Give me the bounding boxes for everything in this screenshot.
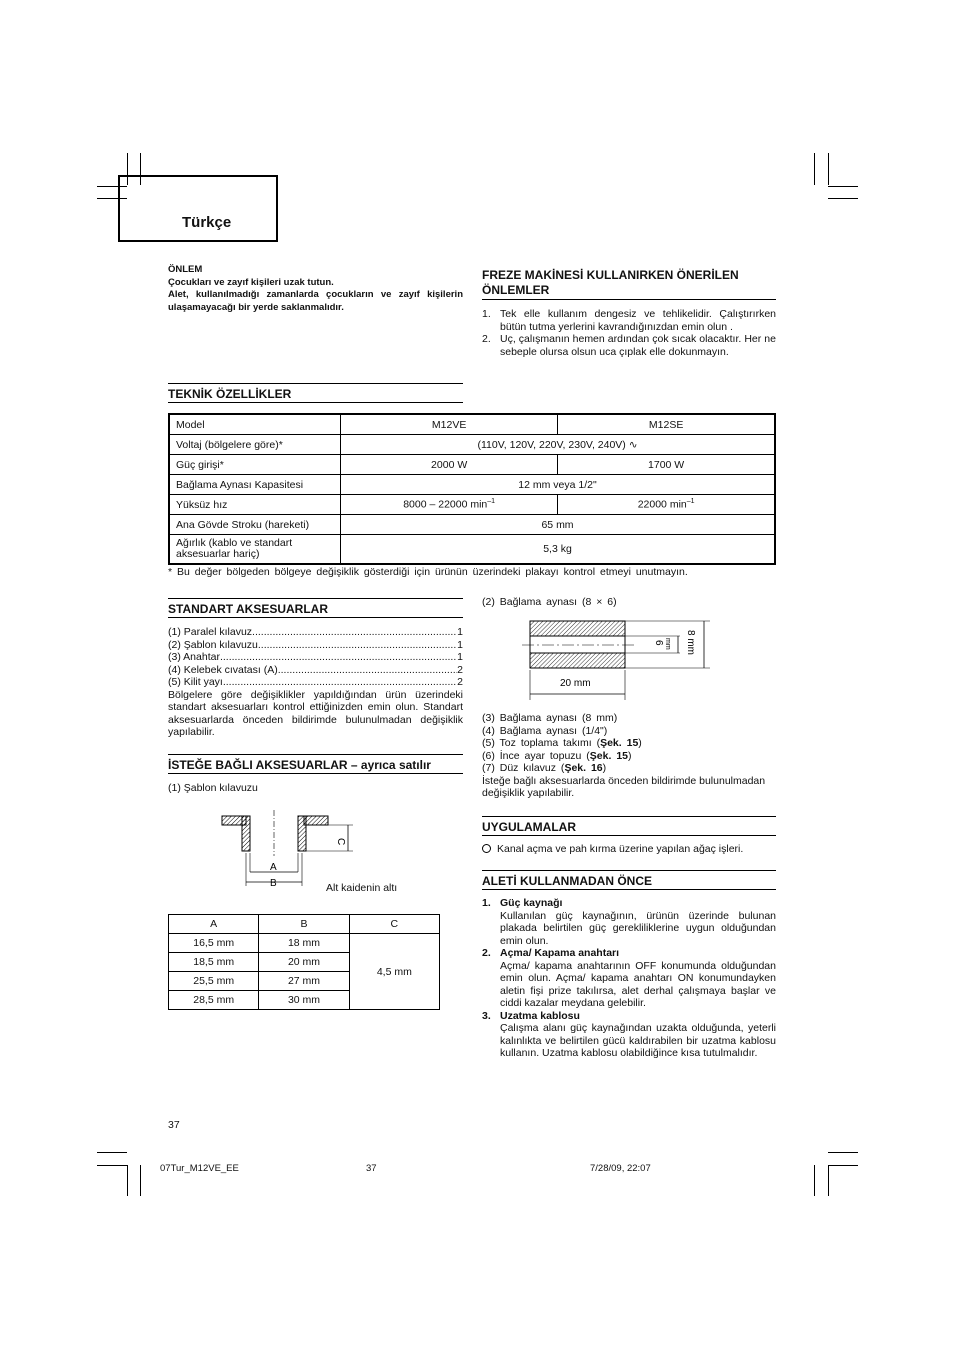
applications-heading: UYGULAMALAR	[482, 816, 776, 836]
optional-item	[482, 750, 776, 763]
optional-more-list	[482, 712, 776, 800]
crop-mark	[828, 1165, 858, 1166]
spec-row	[169, 475, 775, 495]
spec-row	[169, 535, 775, 565]
warning-line-1: Çocukları ve zayıf kişileri uzak tutun.	[168, 276, 334, 288]
figure-ref: Şek. 16	[564, 762, 603, 774]
item-text: Uç, çalışmanın hemen ardından çok sıcak olacaktır. Her ne sebeple olursa olsun uca çıplak elle dokunmayın.	[500, 333, 776, 358]
table-cell-c: 4,5 mm	[349, 934, 439, 1010]
item-qty: 1	[457, 626, 463, 638]
standard-list	[168, 626, 463, 739]
dim-label-b: B	[270, 878, 277, 889]
applications-text: Kanal açma ve pah kırma üzerine yapılan ağaç işleri.	[497, 843, 744, 855]
collet-figure-title: (2) Bağlama aynası (8 × 6)	[482, 596, 617, 608]
item-title: Açma/ Kapama anahtarı	[500, 947, 620, 959]
optional-item: (3) Bağlama aynası (8 mm)	[482, 712, 618, 724]
spec-label: Voltaj (bölgelere göre)*	[169, 435, 341, 455]
spec-value: 2000 W	[341, 455, 558, 475]
standard-item	[168, 651, 463, 664]
crop-mark	[97, 1152, 127, 1153]
spec-value: 12 mm veya 1/2"	[341, 475, 775, 495]
spec-value: 5,3 kg	[341, 535, 775, 565]
standard-heading: STANDART AKSESUARLAR	[168, 598, 463, 618]
spec-value: 65 mm	[341, 515, 775, 535]
item-number: 2.	[482, 947, 491, 959]
spec-value: M12SE	[558, 414, 775, 435]
item-text-end: )	[638, 737, 642, 749]
spec-label	[169, 535, 341, 565]
figure-ref: Şek. 15	[589, 749, 628, 762]
crop-mark	[814, 153, 815, 185]
optional-item	[482, 737, 776, 750]
dim-label-a: A	[270, 862, 277, 873]
spec-value	[558, 495, 775, 515]
freze-heading-line-1: FREZE MAKİNESİ KULLANIRKEN ÖNERİLEN	[482, 268, 739, 282]
item-label: (5) Kilit yayı	[168, 676, 223, 688]
template-guide-table	[168, 914, 440, 1010]
collet-figure	[520, 614, 730, 706]
freze-list	[482, 308, 776, 358]
language-box	[118, 175, 278, 242]
collet-dim-twenty: 20 mm	[560, 678, 591, 689]
table-header-row	[169, 915, 440, 934]
table-cell: 30 mm	[259, 991, 349, 1010]
item-number: 1.	[482, 308, 491, 320]
dim-label-c: C	[335, 838, 346, 846]
item-qty: 2	[457, 663, 463, 676]
optional-item-1: (1) Şablon kılavuzu	[168, 782, 258, 794]
spec-value: 1700 W	[558, 455, 775, 475]
spec-row	[169, 455, 775, 475]
item-number: 3.	[482, 1009, 491, 1022]
specs-note: * Bu değer bölgeden bölgeye değişiklik gösterdiği için ürünün üzerindeki plakayı kontrol etmeyi unutmayın.	[168, 566, 688, 578]
item-qty: 2	[457, 676, 463, 688]
spec-row	[169, 435, 775, 455]
standard-item	[168, 626, 463, 639]
item-title: Güç kaynağı	[500, 897, 563, 909]
table-cell: 16,5 mm	[169, 934, 259, 953]
spec-label-line: Ağırlık (kablo ve standart	[176, 537, 293, 549]
collet-dim-six: 6	[653, 640, 664, 646]
footer-date: 7/28/09, 22:07	[590, 1163, 651, 1174]
applications-item	[482, 843, 776, 856]
guide-wall-left	[242, 816, 250, 851]
table-cell: 27 mm	[259, 972, 349, 991]
collet-dim-eight: 8 mm	[685, 630, 696, 655]
before-use-item	[482, 1010, 776, 1060]
item-text: Tek elle kullanım dengesiz ve tehlikelidir. Çalıştırırken bütün tutma yerlerini kavrandığınızdan emin olun .	[500, 308, 776, 333]
item-title: Uzatma kablosu	[500, 1009, 580, 1022]
standard-item	[168, 676, 463, 689]
table-cell: 18,5 mm	[169, 953, 259, 972]
speed-unit-exponent: –1	[686, 498, 695, 506]
before-use-list	[482, 897, 776, 1060]
crop-mark	[127, 1165, 128, 1196]
freze-heading-line-2: ÖNLEMLER	[482, 283, 550, 297]
collet-wall-bottom	[530, 653, 625, 668]
optional-more-note: İsteğe bağlı aksesuarlarda önceden bildirimde bulunulmadan değişiklik yapılabilir.	[482, 774, 766, 799]
crop-mark	[828, 186, 858, 187]
speed-value: 22000 min	[637, 498, 687, 511]
table-header: A	[169, 915, 259, 934]
warning-title: ÖNLEM	[168, 264, 203, 275]
speed-value: 8000 – 22000 min	[403, 498, 488, 511]
table-cell: 18 mm	[259, 934, 349, 953]
spec-value	[341, 495, 558, 515]
item-text: (7) Düz kılavuz (	[482, 762, 565, 774]
page-number: 37	[168, 1119, 180, 1131]
guide-wall-right	[298, 816, 306, 851]
optional-heading: İSTEĞE BAĞLI AKSESUARLAR – ayrıca satılır	[168, 754, 463, 774]
collet-dim-mm: mm	[664, 638, 671, 650]
circle-bullet-icon	[482, 844, 491, 853]
table-cell: 28,5 mm	[169, 991, 259, 1010]
spec-row	[169, 414, 775, 435]
guide-flange-right	[304, 816, 328, 825]
optional-item	[482, 762, 776, 775]
standard-item	[168, 639, 463, 652]
figure-caption: Alt kaidenin altı	[326, 882, 398, 894]
item-text: Açma/ kapama anahtarının OFF konumunda olduğundan emin olun. Açma/ kapama anahtarı ON konumundayken aletin fişi prize takılırsa, alet derhal çalışmaya başlar ve ciddi kazalar meydana gelebilir.	[500, 959, 776, 1009]
item-text: (6) İnce ayar topuzu (	[482, 749, 590, 762]
item-label: (4) Kelebek cıvatası (A)	[168, 663, 278, 676]
spec-value: (110V, 120V, 220V, 230V, 240V) ∿	[341, 435, 775, 455]
table-cell: 20 mm	[259, 953, 349, 972]
crop-mark	[828, 1165, 829, 1196]
crop-mark	[828, 1152, 858, 1153]
specs-table	[168, 413, 776, 565]
standard-note: Bölgelere göre değişiklikler yapıldığından ürün üzerindeki standart aksesuarları kontrol ettiğinizden emin olun. Standart aksesuarlarda önceden bildirimde bulunulmadan değişiklik yapılabilir.	[168, 688, 463, 738]
figure-ref: Şek. 15	[600, 737, 639, 749]
spec-label: Model	[169, 414, 341, 435]
table-row	[169, 934, 440, 953]
spec-label: Güç girişi*	[169, 455, 341, 475]
spec-value: M12VE	[341, 414, 558, 435]
footer-file: 07Tur_M12VE_EE	[160, 1163, 239, 1174]
freze-item	[482, 308, 776, 333]
item-label: (3) Anahtar	[168, 651, 220, 663]
item-number: 1.	[482, 897, 491, 909]
item-qty: 1	[457, 638, 463, 651]
before-use-heading: ALETİ KULLANMADAN ÖNCE	[482, 870, 776, 890]
item-text: Kullanılan güç kaynağının, ürünün üzerinde bulunan plakada belirtilen güç gerekliliklerine uygun olduğundan emin olun.	[500, 909, 776, 947]
item-qty: 1	[457, 651, 463, 663]
speed-unit-exponent: –1	[487, 498, 496, 506]
spec-row	[169, 515, 775, 535]
crop-mark	[140, 1165, 141, 1196]
table-header: C	[349, 915, 439, 934]
language-label: Türkçe	[182, 214, 232, 231]
template-guide-figure	[218, 808, 418, 890]
collet-wall-top	[530, 621, 625, 636]
crop-mark	[814, 1165, 815, 1196]
freze-item	[482, 333, 776, 358]
table-header: B	[259, 915, 349, 934]
item-label: (1) Paralel kılavuz	[168, 626, 253, 638]
optional-item: (4) Bağlama aynası (1/4")	[482, 724, 608, 737]
table-cell: 25,5 mm	[169, 972, 259, 991]
specs-heading: TEKNİK ÖZELLİKLER	[168, 383, 463, 403]
footer-page: 37	[366, 1163, 377, 1174]
before-use-item	[482, 897, 776, 947]
freze-heading	[482, 268, 776, 300]
spec-label: Ana Gövde Stroku (hareketi)	[169, 515, 341, 535]
item-text-end: )	[602, 762, 607, 774]
item-label: (2) Şablon kılavuzu	[168, 638, 258, 651]
crop-mark	[828, 153, 829, 185]
item-text: (5) Toz toplama takımı (	[482, 737, 601, 749]
spec-label: Yüksüz hız	[169, 495, 341, 515]
spec-label: Bağlama Aynası Kapasitesi	[169, 475, 341, 495]
standard-item	[168, 664, 463, 677]
item-number: 2.	[482, 333, 491, 345]
warning-line-2: Alet, kullanılmadığı zamanlarda çocukların ve zayıf kişilerin ulaşamayacağı bir yerde saklanmalıdır.	[168, 289, 463, 313]
spec-label-line: aksesuarlar hariç)	[176, 548, 260, 560]
crop-mark	[97, 1165, 127, 1166]
warning-block	[168, 264, 463, 314]
crop-mark	[828, 198, 858, 199]
item-text: Çalışma alanı güç kaynağından uzakta olduğunda, yeterli kalınlıkta ve belirtilen gücü kaldırabilen bir uzatma kablosu kullanın. Uzatma kablosu olabildiğince kısa tutulmalıdır.	[500, 1022, 776, 1059]
spec-row	[169, 495, 775, 515]
item-text-end: )	[628, 749, 632, 762]
before-use-item	[482, 947, 776, 1010]
